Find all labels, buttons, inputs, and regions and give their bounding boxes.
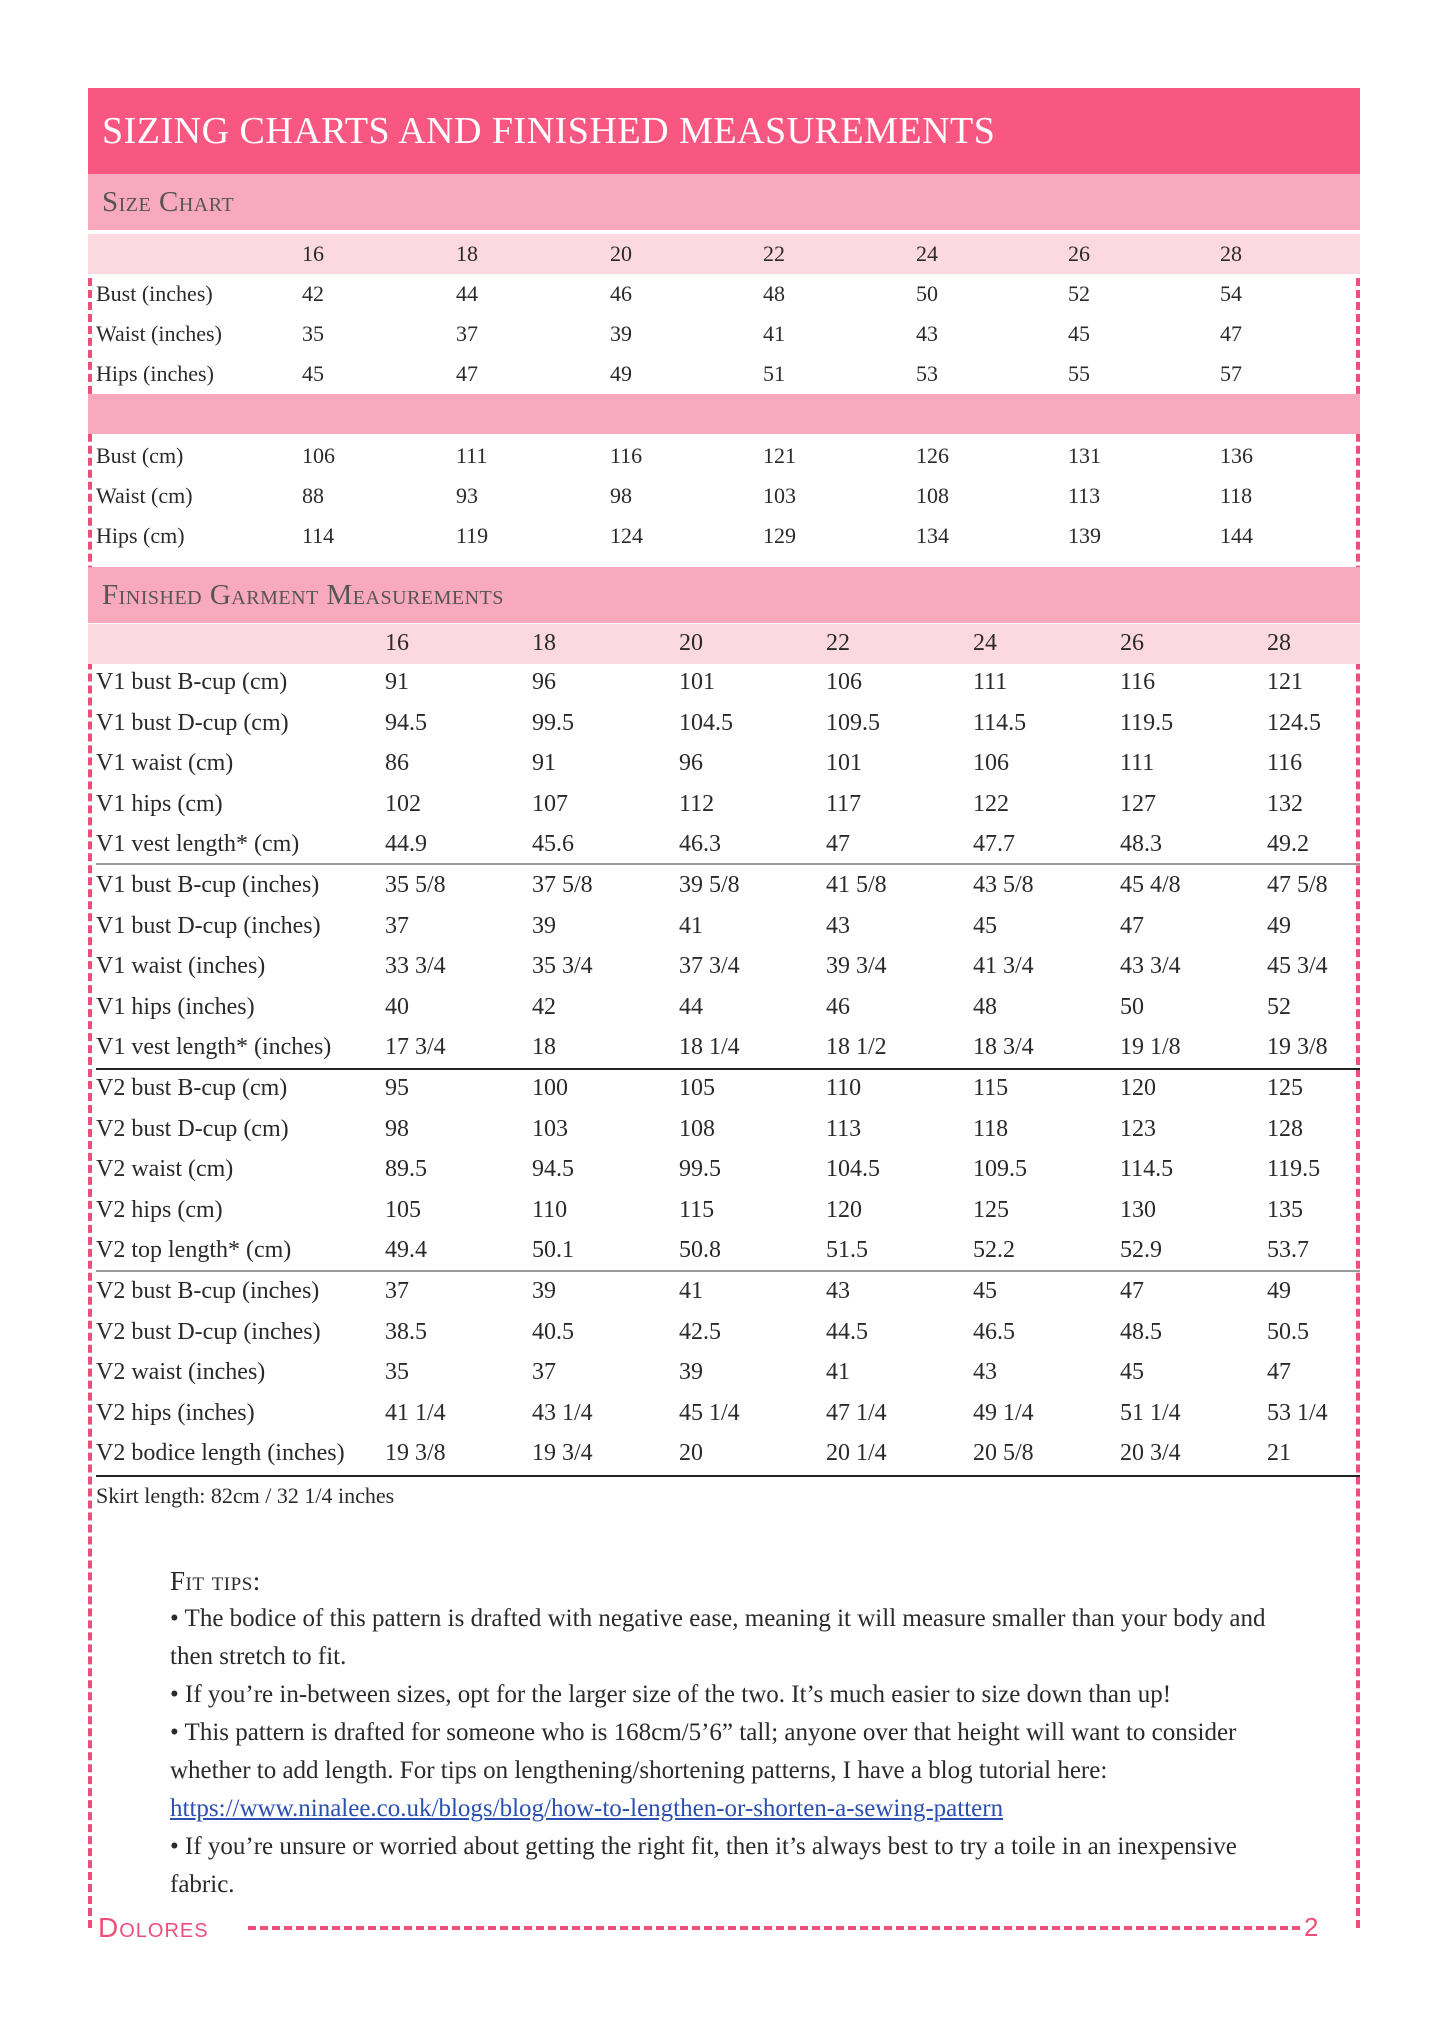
- size-header-cell: 26: [1120, 630, 1144, 656]
- table-cell: 95: [385, 1075, 409, 1101]
- table-cell: 47: [1120, 1278, 1144, 1304]
- size-header-cell: 18: [532, 630, 556, 656]
- table-cell: 49 1/4: [973, 1399, 1034, 1426]
- table-cell: 50.8: [679, 1237, 721, 1264]
- table-cell: 45: [1068, 321, 1090, 346]
- table-cell: 49.4: [385, 1237, 427, 1264]
- left-dashed-border: [88, 278, 92, 1928]
- row-label: V1 bust D-cup (cm): [96, 709, 289, 736]
- table-cell: 136: [1220, 443, 1253, 468]
- table-cell: 48: [973, 993, 997, 1020]
- table-cell: 57: [1220, 361, 1242, 386]
- table-cell: 45: [302, 361, 324, 386]
- table-cell: 43: [973, 1359, 997, 1386]
- table-cell: 52.9: [1120, 1237, 1162, 1264]
- table-cell: 125: [973, 1196, 1009, 1223]
- table-cell: 51.5: [826, 1237, 868, 1264]
- bottom-dashed-border: [248, 1926, 1300, 1930]
- row-label: V1 vest length* (cm): [96, 831, 300, 858]
- table-cell: 41: [679, 912, 703, 939]
- row-label: Bust (inches): [96, 281, 213, 306]
- table-cell: 102: [385, 790, 421, 817]
- size-header-cell: 26: [1068, 241, 1090, 266]
- table-cell: 132: [1267, 790, 1303, 817]
- table-cell: 111: [1120, 750, 1155, 777]
- row-label: V1 waist (inches): [96, 953, 266, 980]
- table-cell: 114: [302, 523, 335, 548]
- table-cell: 20 3/4: [1120, 1440, 1181, 1467]
- table-cell: 43 3/4: [1120, 953, 1181, 980]
- table-cell: 130: [1120, 1196, 1156, 1223]
- table-cell: 109.5: [826, 709, 880, 736]
- size-header-cell: 24: [916, 241, 938, 266]
- table-cell: 106: [302, 443, 335, 468]
- table-cell: 19 3/8: [385, 1440, 446, 1467]
- table-cell: 45: [973, 1278, 997, 1304]
- row-label: V1 hips (cm): [96, 790, 223, 817]
- table-cell: 18 1/4: [679, 1034, 740, 1061]
- table-cell: 107: [532, 790, 568, 817]
- table-cell: 19 3/4: [532, 1440, 593, 1467]
- table-cell: 52.2: [973, 1237, 1015, 1264]
- table-cell: 99.5: [532, 709, 574, 736]
- table-cell: 121: [763, 443, 796, 468]
- row-label: V2 bust D-cup (inches): [96, 1318, 321, 1345]
- table-cell: 144: [1220, 523, 1253, 548]
- table-cell: 111: [973, 669, 1008, 695]
- table-cell: 41 3/4: [973, 953, 1034, 980]
- size-chart-divider-bar: [88, 394, 1360, 434]
- table-cell: 47.7: [973, 831, 1015, 858]
- table-cell: 88: [302, 483, 324, 508]
- table-cell: 48: [763, 281, 785, 306]
- table-cell: 105: [385, 1196, 421, 1223]
- table-cell: 48.3: [1120, 831, 1162, 858]
- table-cell: 48.5: [1120, 1318, 1162, 1345]
- size-header-cell: 28: [1220, 241, 1242, 266]
- table-cell: 115: [679, 1196, 715, 1223]
- table-cell: 93: [456, 483, 478, 508]
- table-cell: 50: [1120, 993, 1144, 1020]
- fit-tips-title: Fit tips:: [170, 1566, 261, 1596]
- table-cell: 44: [456, 281, 478, 306]
- table-cell: 94.5: [385, 709, 427, 736]
- table-cell: 51: [763, 361, 785, 386]
- table-cell: 47: [1120, 912, 1144, 939]
- table-cell: 33 3/4: [385, 953, 446, 980]
- table-cell: 103: [532, 1115, 568, 1142]
- table-cell: 99.5: [679, 1156, 721, 1183]
- table-cell: 19 3/8: [1267, 1034, 1328, 1061]
- table-cell: 55: [1068, 361, 1090, 386]
- table-cell: 41 5/8: [826, 872, 887, 898]
- table-cell: 120: [1120, 1075, 1156, 1101]
- table-cell: 45: [1120, 1359, 1144, 1386]
- table-cell: 20 1/4: [826, 1440, 887, 1467]
- table-cell: 129: [763, 523, 796, 548]
- table-cell: 47 5/8: [1267, 872, 1328, 898]
- table-cell: 115: [973, 1075, 1009, 1101]
- table-cell: 117: [826, 790, 862, 817]
- table-cell: 17 3/4: [385, 1034, 446, 1061]
- table-cell: 108: [916, 483, 949, 508]
- table-cell: 43: [826, 912, 850, 939]
- table-rule: [96, 1068, 1360, 1070]
- table-cell: 45 4/8: [1120, 872, 1181, 898]
- table-cell: 35: [385, 1359, 409, 1386]
- table-cell: 41: [763, 321, 785, 346]
- table-cell: 39: [532, 1278, 556, 1304]
- size-header-cell: 22: [826, 630, 850, 656]
- table-cell: 35 5/8: [385, 872, 446, 898]
- table-cell: 37: [385, 1278, 409, 1304]
- table-cell: 49: [610, 361, 632, 386]
- table-cell: 49: [1267, 912, 1291, 939]
- table-cell: 47: [826, 831, 850, 858]
- row-label: V1 bust B-cup (cm): [96, 669, 288, 695]
- table-cell: 49.2: [1267, 831, 1309, 858]
- table-cell: 18: [532, 1034, 556, 1061]
- fit-tip-text: • This pattern is drafted for someone who is 168cm/5’6” tall; anyone over that height will want to consider whether to add length. For tips on lengthening/shortening patterns, I have a blog tutorial here:: [170, 1719, 1237, 1784]
- footer-page-number: 2: [1304, 1912, 1319, 1942]
- table-cell: 53 1/4: [1267, 1399, 1328, 1426]
- table-cell: 40: [385, 993, 409, 1020]
- table-cell: 18 1/2: [826, 1034, 887, 1061]
- table-cell: 89.5: [385, 1156, 427, 1183]
- table-cell: 103: [763, 483, 796, 508]
- table-cell: 86: [385, 750, 409, 777]
- table-cell: 110: [532, 1196, 568, 1223]
- table-cell: 39: [532, 912, 556, 939]
- row-label: V1 bust B-cup (inches): [96, 872, 320, 898]
- table-cell: 43 5/8: [973, 872, 1034, 898]
- table-cell: 43 1/4: [532, 1399, 593, 1426]
- table-cell: 96: [679, 750, 703, 777]
- row-label: Hips (cm): [96, 523, 185, 548]
- table-cell: 98: [385, 1115, 409, 1142]
- table-cell: 100: [532, 1075, 568, 1101]
- table-cell: 41: [826, 1359, 850, 1386]
- table-cell: 40.5: [532, 1318, 574, 1345]
- finished-heading-bar: [88, 567, 1360, 623]
- row-label: V2 top length* (cm): [96, 1237, 292, 1264]
- row-label: Waist (inches): [96, 321, 222, 346]
- right-dashed-border: [1356, 278, 1360, 1928]
- row-label: V2 waist (cm): [96, 1156, 234, 1183]
- finished-heading: Finished Garment Measurements: [102, 578, 504, 611]
- table-cell: 21: [1267, 1440, 1291, 1467]
- table-cell: 35 3/4: [532, 953, 593, 980]
- table-cell: 46: [610, 281, 632, 306]
- table-cell: 45: [973, 912, 997, 939]
- table-cell: 113: [1068, 483, 1101, 508]
- table-cell: 119.5: [1120, 709, 1174, 736]
- table-cell: 104.5: [679, 709, 733, 736]
- table-rule: [96, 1270, 1360, 1272]
- table-cell: 43: [826, 1278, 850, 1304]
- table-cell: 39: [679, 1359, 703, 1386]
- table-cell: 41 1/4: [385, 1399, 446, 1426]
- table-cell: 43: [916, 321, 938, 346]
- table-cell: 111: [456, 443, 488, 468]
- table-cell: 119.5: [1267, 1156, 1321, 1183]
- table-cell: 123: [1120, 1115, 1156, 1142]
- table-cell: 120: [826, 1196, 862, 1223]
- table-cell: 42.5: [679, 1318, 721, 1345]
- row-label: V2 waist (inches): [96, 1359, 266, 1386]
- row-label: V1 hips (inches): [96, 993, 255, 1020]
- table-cell: 50: [916, 281, 938, 306]
- table-cell: 121: [1267, 669, 1303, 695]
- table-cell: 51 1/4: [1120, 1399, 1181, 1426]
- size-header-cell: 18: [456, 241, 478, 266]
- table-cell: 108: [679, 1115, 715, 1142]
- table-cell: 52: [1267, 993, 1291, 1020]
- table-cell: 116: [1120, 669, 1156, 695]
- table-cell: 91: [385, 669, 409, 695]
- row-label: V2 bust B-cup (cm): [96, 1075, 288, 1101]
- table-cell: 42: [532, 993, 556, 1020]
- size-chart-heading: Size Chart: [102, 185, 235, 218]
- row-label: V1 bust D-cup (inches): [96, 912, 321, 939]
- table-cell: 37: [456, 321, 478, 346]
- table-cell: 116: [610, 443, 643, 468]
- row-label: V1 vest length* (inches): [96, 1034, 332, 1061]
- row-label: Hips (inches): [96, 361, 214, 386]
- table-cell: 135: [1267, 1196, 1303, 1223]
- table-cell: 122: [973, 790, 1009, 817]
- table-rule: [96, 863, 1360, 865]
- table-cell: 37 5/8: [532, 872, 593, 898]
- table-cell: 106: [826, 669, 862, 695]
- table-cell: 45 1/4: [679, 1399, 740, 1426]
- table-cell: 54: [1220, 281, 1242, 306]
- table-cell: 37 3/4: [679, 953, 740, 980]
- row-label: V2 bust D-cup (cm): [96, 1115, 289, 1142]
- size-header-cell: 16: [302, 241, 324, 266]
- table-cell: 45 3/4: [1267, 953, 1328, 980]
- table-cell: 118: [1220, 483, 1253, 508]
- table-cell: 46.5: [973, 1318, 1015, 1345]
- table-cell: 46: [826, 993, 850, 1020]
- table-cell: 44.9: [385, 831, 427, 858]
- table-cell: 131: [1068, 443, 1101, 468]
- table-cell: 20 5/8: [973, 1440, 1034, 1467]
- table-cell: 39 5/8: [679, 872, 740, 898]
- table-cell: 42: [302, 281, 324, 306]
- table-cell: 114.5: [1120, 1156, 1174, 1183]
- table-cell: 20: [679, 1440, 703, 1467]
- table-cell: 53.7: [1267, 1237, 1309, 1264]
- fit-tip: • If you’re in-between sizes, opt for the larger size of the two. It’s much easier to size down than up!: [170, 1681, 1172, 1708]
- footer-pattern-name: Dolores: [98, 1912, 209, 1943]
- row-label: Bust (cm): [96, 443, 184, 468]
- table-cell: 124: [610, 523, 643, 548]
- table-rule: [96, 1475, 1360, 1477]
- size-chart-heading-bar: [88, 174, 1360, 230]
- table-cell: 98: [610, 483, 632, 508]
- table-cell: 38.5: [385, 1318, 427, 1345]
- size-header-cell: 16: [385, 630, 409, 656]
- table-cell: 94.5: [532, 1156, 574, 1183]
- table-cell: 112: [679, 790, 715, 817]
- table-cell: 47: [456, 361, 478, 386]
- row-label: V2 bust B-cup (inches): [96, 1278, 320, 1304]
- table-cell: 49: [1267, 1278, 1291, 1304]
- table-cell: 124.5: [1267, 709, 1321, 736]
- table-cell: 109.5: [973, 1156, 1027, 1183]
- fit-tips: [170, 1562, 1290, 1904]
- table-cell: 104.5: [826, 1156, 880, 1183]
- row-label: V1 waist (cm): [96, 750, 234, 777]
- finished-header-row: [88, 624, 1360, 664]
- table-cell: 116: [1267, 750, 1303, 777]
- table-cell: 128: [1267, 1115, 1303, 1142]
- table-cell: 46.3: [679, 831, 721, 858]
- table-cell: 35: [302, 321, 324, 346]
- table-cell: 47 1/4: [826, 1399, 887, 1426]
- row-label: Waist (cm): [96, 483, 193, 508]
- table-cell: 19 1/8: [1120, 1034, 1181, 1061]
- table-cell: 37: [385, 912, 409, 939]
- table-cell: 39: [610, 321, 632, 346]
- table-cell: 47: [1267, 1359, 1291, 1386]
- table-cell: 106: [973, 750, 1009, 777]
- table-cell: 101: [679, 669, 715, 695]
- table-cell: 53: [916, 361, 938, 386]
- table-cell: 52: [1068, 281, 1090, 306]
- size-header-cell: 24: [973, 630, 997, 656]
- fit-tip: • The bodice of this pattern is drafted with negative ease, meaning it will measure smaller than your body and then stretch to fit.: [170, 1605, 1266, 1670]
- table-cell: 105: [679, 1075, 715, 1101]
- table-cell: 125: [1267, 1075, 1303, 1101]
- size-header-cell: 20: [610, 241, 632, 266]
- table-cell: 139: [1068, 523, 1101, 548]
- table-cell: 18 3/4: [973, 1034, 1034, 1061]
- table-cell: 39 3/4: [826, 953, 887, 980]
- table-cell: 114.5: [973, 709, 1027, 736]
- table-cell: 91: [532, 750, 556, 777]
- title-bar: [88, 88, 1360, 174]
- row-label: V2 bodice length (inches): [96, 1440, 345, 1467]
- table-cell: 44: [679, 993, 703, 1020]
- table-cell: 118: [973, 1115, 1009, 1142]
- table-cell: 119: [456, 523, 489, 548]
- table-cell: 127: [1120, 790, 1156, 817]
- row-label: V2 hips (cm): [96, 1196, 223, 1223]
- table-cell: 45.6: [532, 831, 574, 858]
- blog-tutorial-link[interactable]: https://www.ninalee.co.uk/blogs/blog/how-to-lengthen-or-shorten-a-sewing-pattern: [170, 1795, 1004, 1822]
- table-cell: 50.5: [1267, 1318, 1309, 1345]
- row-label: V2 hips (inches): [96, 1399, 255, 1426]
- table-cell: 44.5: [826, 1318, 868, 1345]
- table-cell: 110: [826, 1075, 862, 1101]
- skirt-length-note: Skirt length: 82cm / 32 1/4 inches: [96, 1483, 395, 1508]
- size-header-cell: 22: [763, 241, 785, 266]
- table-cell: 101: [826, 750, 862, 777]
- table-cell: 37: [532, 1359, 556, 1386]
- table-cell: 113: [826, 1115, 862, 1142]
- size-header-cell: 28: [1267, 630, 1291, 656]
- fit-tip: • If you’re unsure or worried about getting the right fit, then it’s always best to try a toile in an inexpensive fabric.: [170, 1833, 1237, 1898]
- page-title: SIZING CHARTS AND FINISHED MEASUREMENTS: [102, 110, 996, 152]
- table-cell: 134: [916, 523, 949, 548]
- table-cell: 96: [532, 669, 556, 695]
- table-cell: 41: [679, 1278, 703, 1304]
- table-cell: 126: [916, 443, 949, 468]
- size-header-cell: 20: [679, 630, 703, 656]
- fit-tip: [170, 1714, 1290, 1828]
- size-chart-header-row: [88, 234, 1360, 274]
- table-cell: 50.1: [532, 1237, 574, 1264]
- table-cell: 47: [1220, 321, 1242, 346]
